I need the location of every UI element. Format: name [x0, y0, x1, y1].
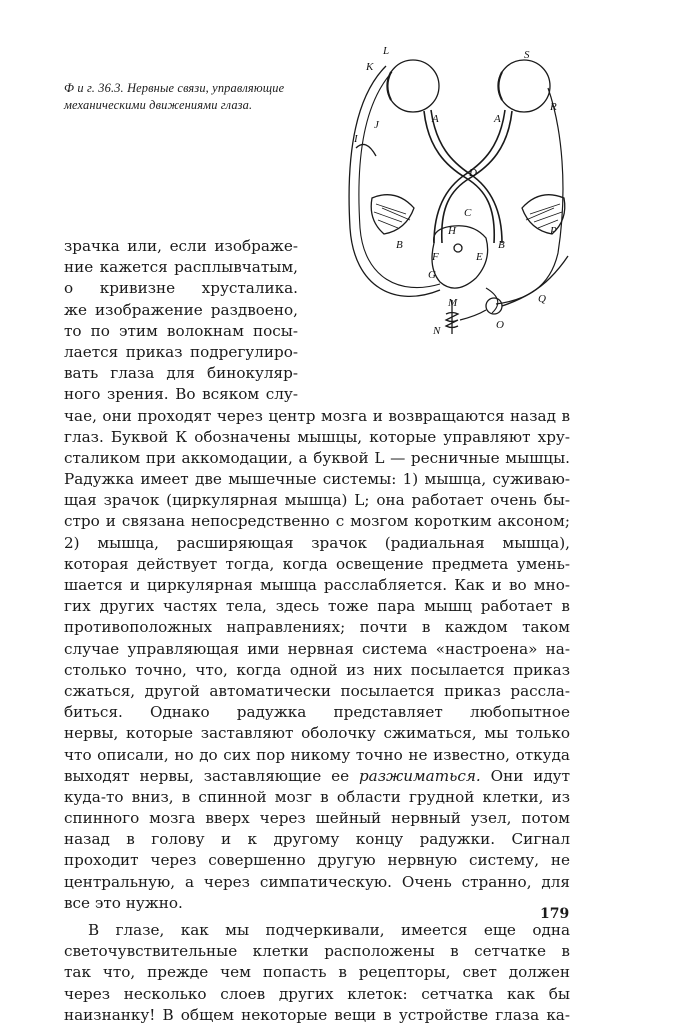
text-line: Радужка имеет две мышечные системы: 1) мышца, суживаю-	[64, 470, 570, 489]
figure-label-c: C	[464, 207, 472, 219]
figure-label-j: J	[374, 119, 379, 131]
text-line: ние кажется расплывчатым,	[64, 258, 298, 277]
text-line: сталиком при аккомодации, а буквой L — ресничные мышцы.	[64, 448, 570, 467]
text-line: куда-то вниз, в спинной мозг в области грудной клетки, из	[64, 787, 570, 806]
text-line: 2) мышца, расширяющая зрачок (радиальная мышца),	[64, 533, 570, 552]
text-line: ного зрения. Во всяком слу-	[64, 385, 298, 404]
text-line: лается приказ подрегулиро-	[64, 342, 298, 361]
text-line: о кривизне хрусталика.	[64, 279, 298, 298]
figure-caption	[64, 80, 344, 113]
right-eye	[498, 60, 550, 112]
text-line: вать глаза для бинокуляр-	[64, 364, 298, 383]
left-eye	[387, 60, 439, 112]
emphasized-word: разжиматься.	[358, 766, 481, 785]
text-line: столько точно, что, когда одной из них посылается приказ	[64, 660, 570, 679]
text-line: гих других частях тела, здесь тоже пара мышц работает в	[64, 597, 570, 616]
figure-label-m: M	[448, 297, 458, 309]
figure-label-g: G	[428, 269, 436, 281]
figure-label-i: I	[354, 133, 358, 145]
text-line: светочувствительные клетки расположены в сетчатке в	[64, 942, 570, 961]
page-number: 179	[540, 906, 570, 922]
text-line: которая действует тогда, когда освещение предмета умень-	[64, 554, 570, 573]
text-line: случае управляющая ими нервная система «настроена» на-	[64, 639, 570, 658]
text-line-with-emphasis	[64, 766, 570, 787]
text-fragment: Они идут	[490, 766, 570, 785]
figure-label-k: K	[366, 61, 374, 73]
text-line: наизнанку! В общем некоторые вещи в устройстве глаза ка-	[64, 1005, 570, 1024]
text-line: противоположных направлениях; почти в каждом таком	[64, 618, 570, 637]
text-line: что описали, но до сих пор никому точно не известно, откуда	[64, 745, 570, 764]
body-text	[64, 236, 570, 1026]
figure-label-n: N	[433, 325, 441, 337]
paragraph-start-line: В глазе, как мы подчеркивали, имеется еще одна	[88, 921, 570, 939]
text-line: проходит через совершенно другую нервную систему, не	[64, 851, 570, 870]
figure-label-q: Q	[538, 293, 546, 305]
figure-label-p: P	[550, 225, 557, 237]
text-line: назад в голову и к другому концу радужки. Сигнал	[64, 830, 570, 849]
text-line: же изображение раздвоено,	[64, 300, 298, 319]
figure-label-f: F	[432, 251, 439, 263]
figure-label-b-right: B	[498, 239, 505, 251]
text-line: то по этим волокнам посы-	[64, 321, 298, 340]
figure-label-a-right: A	[494, 113, 501, 125]
text-line: чае, они проходят через центр мозга и возвращаются назад в	[64, 406, 570, 425]
caption-figure-number: Ф и г. 36.3.	[64, 81, 124, 95]
text-line: зрачка или, если изображе-	[64, 237, 298, 255]
figure-label-h: H	[448, 225, 456, 237]
figure-label-r: R	[550, 101, 557, 113]
text-line: щая зрачок (циркулярная мышца) L; она работает очень бы-	[64, 491, 570, 510]
figure-label-a-left: A	[432, 113, 439, 125]
figure-label-o: O	[496, 319, 504, 331]
text-line: глаз. Буквой К обозначены мышцы, которые управляют хру-	[64, 427, 570, 446]
text-line: центральную, а через симпатическую. Очень странно, для	[64, 872, 570, 891]
figure-label-e: E	[476, 251, 483, 263]
text-line: нервы, которые заставляют оболочку сжиматься, мы только	[64, 724, 570, 743]
text-line: спинного мозга вверх через шейный нервный узел, потом	[64, 809, 570, 828]
figure-label-s: S	[524, 49, 530, 61]
text-line: стро и связана непосредственно с мозгом коротким аксоном;	[64, 512, 570, 531]
text-line: шается и циркулярная мышца расслабляется. Как и во мно-	[64, 576, 570, 594]
caption-text: Нервные связи, управляющие механическими движениями глаза.	[64, 81, 285, 112]
figure-label-l: L	[383, 45, 390, 57]
text-line: через несколько слоев других клеток: сетчатка как бы	[64, 984, 570, 1003]
text-fragment: выходят нервы, заставляющие ее	[64, 766, 350, 785]
text-line: биться. Однако радужка представляет любопытное	[64, 703, 570, 722]
text-line: все это нужно.	[64, 893, 183, 912]
figure-label-b-left: B	[396, 239, 403, 251]
text-line: сжаться, другой автоматически посылается приказ рассла-	[64, 681, 570, 700]
text-line: так что, прежде чем попасть в рецепторы, свет должен	[64, 963, 570, 982]
figure-label-d: D	[469, 167, 477, 179]
